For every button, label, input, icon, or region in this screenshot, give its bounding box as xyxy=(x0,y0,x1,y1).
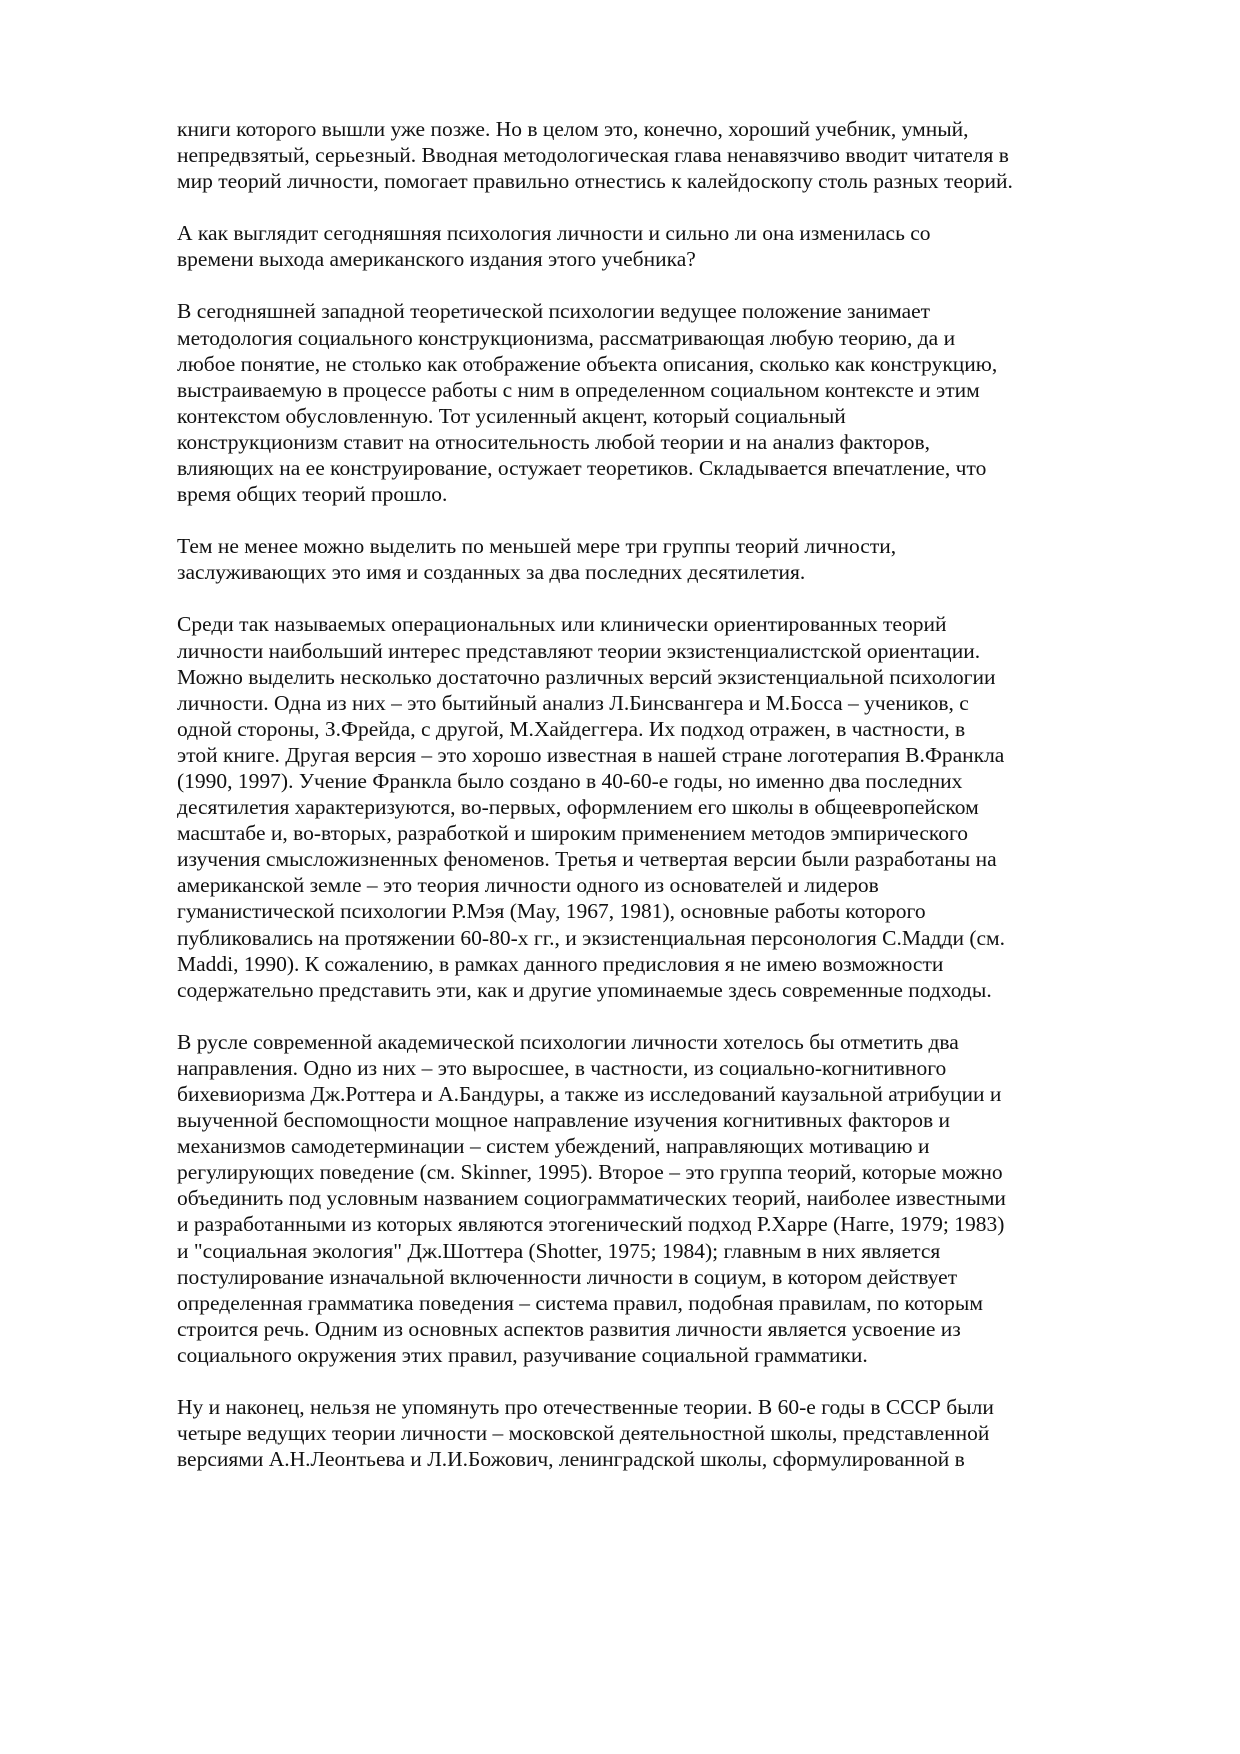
text-line: четыре ведущих теории личности – московской деятельностной школы, представленной xyxy=(177,1421,990,1446)
text-line: методология социального конструкционизма, рассматривающая любую теорию, да и xyxy=(177,325,956,350)
text-line: непредвзятый, серьезный. Вводная методологическая глава ненавязчиво вводит читателя в xyxy=(177,143,1009,168)
text-line: гуманистической психологии Р.Мэя (May, 1967, 1981), основные работы которого xyxy=(177,899,926,924)
text-line: контекстом обусловленную. Тот усиленный акцент, который социальный xyxy=(177,403,846,428)
paragraph xyxy=(177,298,1137,507)
text-line: влияющих на ее конструирование, остужает теоретиков. Складывается впечатление, что xyxy=(177,456,987,481)
paragraph xyxy=(177,611,1137,1002)
text-line: Maddi, 1990). К сожалению, в рамках данного предисловия я не имею возможности xyxy=(177,951,944,976)
text-line: социального окружения этих правил, разучивание социальной грамматики. xyxy=(177,1342,868,1367)
paragraph xyxy=(177,533,1137,585)
text-line: одной стороны, З.Фрейда, с другой, М.Хайдеггера. Их подход отражен, в частности, в xyxy=(177,716,966,741)
text-line: версиями А.Н.Леонтьева и Л.И.Божович, ленинградской школы, сформулированной в xyxy=(177,1447,965,1472)
text-line: Можно выделить несколько достаточно различных версий экзистенциальной психологии xyxy=(177,664,996,689)
text-line: постулирование изначальной включенности личности в социум, в котором действует xyxy=(177,1264,958,1289)
text-line: этой книге. Другая версия – это хорошо известная в нашей стране логотерапия В.Франкла xyxy=(177,742,1005,767)
text-line: направления. Одно из них – это выросшее, в частности, из социально-когнитивного xyxy=(177,1055,947,1080)
text-line: Тем не менее можно выделить по меньшей мере три группы теорий личности, xyxy=(177,534,897,559)
text-line: выученной беспомощности мощное направление изучения когнитивных факторов и xyxy=(177,1108,950,1133)
text-line: определенная грамматика поведения – система правил, подобная правилам, по которым xyxy=(177,1290,983,1315)
text-line: В сегодняшней западной теоретической психологии ведущее положение занимает xyxy=(177,299,931,324)
text-line: времени выхода американского издания этого учебника? xyxy=(177,247,696,272)
text-line: объединить под условным названием социограмматических теорий, наиболее известными xyxy=(177,1186,1006,1211)
text-line: американской земле – это теория личности одного из основателей и лидеров xyxy=(177,873,879,898)
document-page xyxy=(177,116,1137,1498)
text-line: и "социальная экология" Дж.Шоттера (Shotter, 1975; 1984); главным в них является xyxy=(177,1238,941,1263)
text-line: заслуживающих это имя и созданных за два последних десятилетия. xyxy=(177,560,806,585)
text-line: изучения смысложизненных феноменов. Третья и четвертая версии были разработаны на xyxy=(177,847,997,872)
text-line: десятилетия характеризуются, во-первых, оформлением его школы в общеевропейском xyxy=(177,795,979,820)
text-line: книги которого вышли уже позже. Но в целом это, конечно, хороший учебник, умный, xyxy=(177,117,969,141)
text-line: мир теорий личности, помогает правильно отнестись к калейдоскопу столь разных теорий. xyxy=(177,169,1013,194)
text-line: содержательно представить эти, как и другие упоминаемые здесь современные подходы. xyxy=(177,977,992,1002)
paragraph xyxy=(177,220,1137,272)
text-line: публиковались на протяжении 60-80-х гг., и экзистенциальная персонология С.Мадди (см. xyxy=(177,925,1006,950)
paragraph xyxy=(177,116,1137,194)
text-line: Среди так называемых операциональных или клинически ориентированных теорий xyxy=(177,612,947,637)
text-line: Ну и наконец, нельзя не упомянуть про отечественные теории. В 60-е годы в СССР были xyxy=(177,1395,994,1420)
text-line: личности. Одна из них – это бытийный анализ Л.Бинсвангера и М.Босса – учеников, с xyxy=(177,690,969,715)
text-line: время общих теорий прошло. xyxy=(177,482,448,507)
text-line: любое понятие, не столько как отображение объекта описания, сколько как конструкцию, xyxy=(177,351,998,376)
text-line: (1990, 1997). Учение Франкла было создано в 40-60-е годы, но именно два последних xyxy=(177,768,963,793)
text-line: и разработанными из которых являются этогенический подход Р.Харре (Harre, 1979; 1983) xyxy=(177,1212,1005,1237)
text-line: В русле современной академической психологии личности хотелось бы отметить два xyxy=(177,1029,959,1054)
paragraph xyxy=(177,1029,1137,1368)
text-line: масштабе и, во-вторых, разработкой и широким применением методов эмпирического xyxy=(177,821,969,846)
text-line: личности наибольший интерес представляют теории экзистенциалистской ориентации. xyxy=(177,638,981,663)
text-line: бихевиоризма Дж.Роттера и А.Бандуры, а также из исследований каузальной атрибуции и xyxy=(177,1082,1002,1106)
text-line: конструкционизм ставит на относительность любой теории и на анализ факторов, xyxy=(177,429,930,454)
text-line: регулирующих поведение (см. Skinner, 1995). Второе – это группа теорий, которые можно xyxy=(177,1160,1003,1185)
text-line: строится речь. Одним из основных аспектов развития личности является усвоение из xyxy=(177,1316,961,1341)
text-line: А как выглядит сегодняшняя психология личности и сильно ли она изменилась со xyxy=(177,221,931,246)
text-line: выстраиваемую в процессе работы с ним в определенном социальном контексте и этим xyxy=(177,377,980,402)
text-line: механизмов самодетерминации – систем убеждений, направляющих мотивацию и xyxy=(177,1134,930,1159)
paragraph xyxy=(177,1394,1137,1472)
